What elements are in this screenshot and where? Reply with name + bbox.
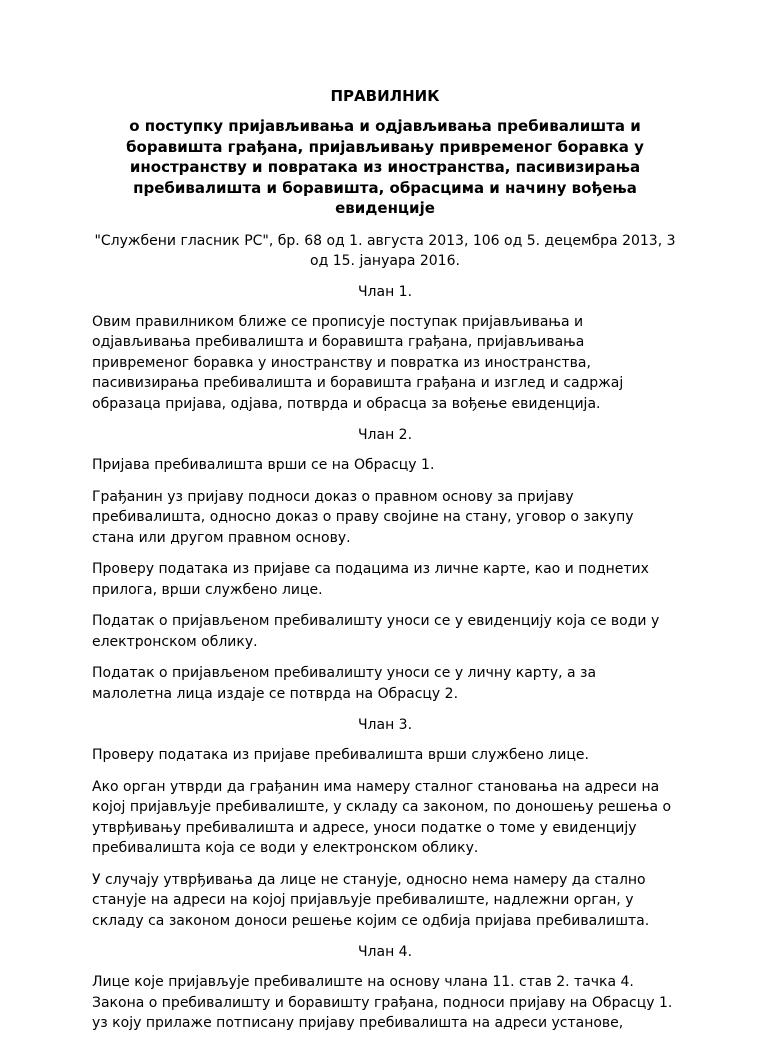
- article-4: [92, 942, 678, 1034]
- article-title: Члан 3.: [357, 717, 413, 733]
- article-2: [92, 425, 678, 704]
- article-paragraph: Ако орган утврди да грађанин има намеру сталног становања на адреси на којој пријављује пребивалиште, у складу са законом, по доношењу решења о утврђивању пребивалишта и адресе, уноси податке о томе у евиденцију пребивалишта која се води у електронском облику.: [92, 778, 672, 856]
- article-title: Члан 1.: [357, 283, 413, 300]
- article-paragraph: Проверу података из пријаве пребивалишта врши службено лице.: [92, 747, 589, 763]
- article-paragraph: Грађанин уз пријаву подноси доказ о правном основу за пријаву пребивалишта, односно доказ о праву својине на стану, уговор о закупу стана или другом правном основу.: [92, 488, 634, 546]
- article-3: [92, 715, 678, 931]
- article-paragraph: Пријава пребивалишта врши се на Обрасцу 1.: [92, 457, 435, 473]
- article-title: Члан 2.: [357, 427, 413, 443]
- article-paragraph: Овим правилником ближе се прописује поступак пријављивања и одјављивања пребивалишта и боравишта грађана, пријављивања привременог боравка у иностранству и повратка из иностранства, пасивизирања пребивалишта и боравишта грађана и изглед и садржај образаца пријава, одјава, потврда и обрасца за вођење евиденција.: [92, 313, 624, 412]
- document-title: ПРАВИЛНИК: [330, 87, 440, 105]
- article-paragraph: Лице које пријављује пребивалиште на основу члана 11. став 2. тачка 4. Закона о пребивалишту и боравишту грађана, подноси пријаву на Обрасцу 1. уз коју прилаже потписану пријаву пребивалишта на адреси установе,: [92, 974, 673, 1031]
- document-page: [92, 86, 678, 1045]
- article-paragraph: Податак о пријављеном пребивалишту уноси се у личну карту, а за малолетна лица издаје се потврда на Обрасцу 2.: [92, 665, 597, 702]
- article-title: Члан 4.: [357, 944, 413, 960]
- article-1: [92, 282, 678, 415]
- article-paragraph: Податак о пријављеном пребивалишту уноси се у евиденцију која се води у електронском облику.: [92, 613, 660, 650]
- document-subtitle: о поступку пријављивања и одјављивања пребивалишта и боравишта грађана, пријављивању привременог боравка у иностранству и повратака из иностранства, пасивизирања пребивалишта и боравишта, обрасцима и начину вођења евиденције: [126, 117, 644, 217]
- article-paragraph: Проверу података из пријаве са подацима из личне карте, као и поднетих прилога, врши службено лице.: [92, 561, 649, 598]
- gazette-reference: "Службени гласник РС", бр. 68 од 1. августа 2013, 106 од 5. децембра 2013, 3 од 15. јануара 2016.: [94, 232, 676, 269]
- article-paragraph: У случају утврђивања да лице не станује, односно нема намеру да стално станује на адреси на којој пријављује пребивалиште, надлежни орган, у складу са законом доноси решење којим се одбија пријава пребивалишта.: [92, 871, 650, 929]
